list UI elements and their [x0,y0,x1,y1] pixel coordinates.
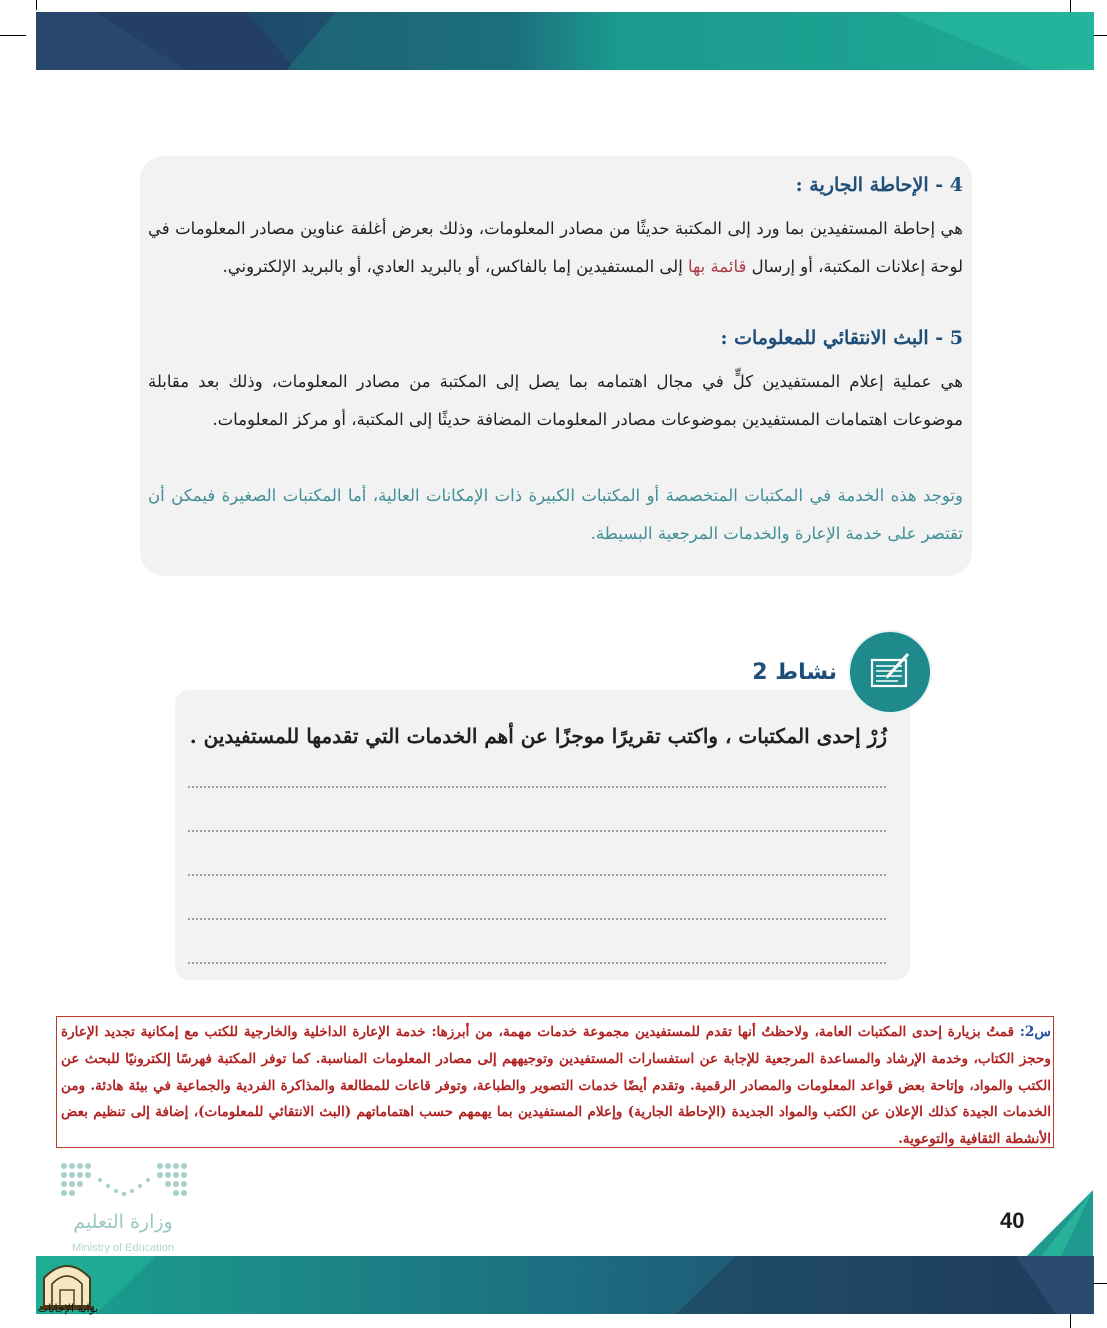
answer-line[interactable] [188,874,886,876]
watermark-text: بوابة الإجابات [37,1302,99,1315]
answer-line[interactable] [188,918,886,920]
section-4-heading: 4 - الإحاطة الجارية : [795,174,963,196]
section-5-paragraph: هي عملية إعلام المستفيدين كلٍّ في مجال اهتمامه بما يصل إلى المكتبة من مصادر المعلومات، وذلك بعد مقابلة موضوعات اهتمامات المستفيدين بموضوعات مصادر المعلومات المضافة حديثًا إلى المكتبة، أو مركز المعلومات. [148,372,963,429]
section-5-heading: 5 - البث الانتقائي للمعلومات : [720,327,963,349]
section-5-note: وتوجد هذه الخدمة في المكتبات المتخصصة أو المكتبات الكبيرة ذات الإمكانات العالية، أما المكتبات الصغيرة فيمكن أن تقتصر على خدمة الإعارة والخدمات المرجعية البسيطة. [148,486,963,543]
notebook-pencil-icon [850,632,930,712]
section-4-paragraph: هي إحاطة المستفيدين بما ورد إلى المكتبة حديثًا من مصادر المعلومات، وذلك بعرض أغلفة عناوين مصادر المعلومات في لوحة إعلانات المكتبة، أو إرسال قائمة بها إلى المستفيدين إما بالفاكس، أو بالبريد العادي، أو بالبريد الإلكتروني. [148,219,963,276]
ministry-name-english: Ministry of Education [71,1242,175,1254]
ministry-name-arabic: وزارة التعليم [73,1211,173,1233]
answer-line[interactable] [188,830,886,832]
bottom-banner [36,1256,1094,1314]
answer-text: س2: قمتُ بزيارة إحدى المكتبات العامة، ولاحظتُ أنها تقدم للمستفيدين مجموعة خدمات مهمة، من أبرزها: خدمة الإعارة الداخلية والخارجية للكتب مع إمكانية تجديد الإعارة وحجز الكتاب، وخدمة الإرشاد والمساعدة المرجعية للإجابة عن استفسارات المستفيدين وتوجيههم إلى مصادر المعلومات المناسبة. كما توفر المكتبة فهرسًا إلكترونيًا للبحث عن الكتب والمواد، وإتاحة بعض قواعد المعلومات والمصادر الرقمية. وتقدم أيضًا خدمات التصوير والطباعة، وتوفر قاعات للمطالعة والمذاكرة الفردية والجماعية في بيئة هادئة. ومن الخدمات الجيدة كذلك الإعلان عن الكتب والمواد الجديدة (الإحاطة الجارية) وإعلام المستفيدين بما يهمهم حسب اهتماماتهم (البث الانتقائي للمعلومات)، إضافة إلى تنظيم بعض الأنشطة الثقافية والتوعوية. [61,1024,1051,1148]
answer-line[interactable] [188,962,886,964]
crop-mark [36,0,37,10]
activity-prompt: زُرْ إحدى المكتبات ، واكتب تقريرًا موجزًا عن أهم الخدمات التي تقدمها للمستفيدين . [189,724,887,748]
highlight-text: قائمة بها [688,257,747,276]
ministry-logo-icon [58,1160,190,1204]
answer-prefix: س2: [1019,1024,1051,1040]
page-number: 40 [1000,1208,1025,1233]
answer-line[interactable] [188,786,886,788]
activity-title: نشاط 2 [752,660,837,685]
top-banner [36,12,1094,70]
answer-box [56,1016,1054,1148]
crop-mark [0,35,26,36]
